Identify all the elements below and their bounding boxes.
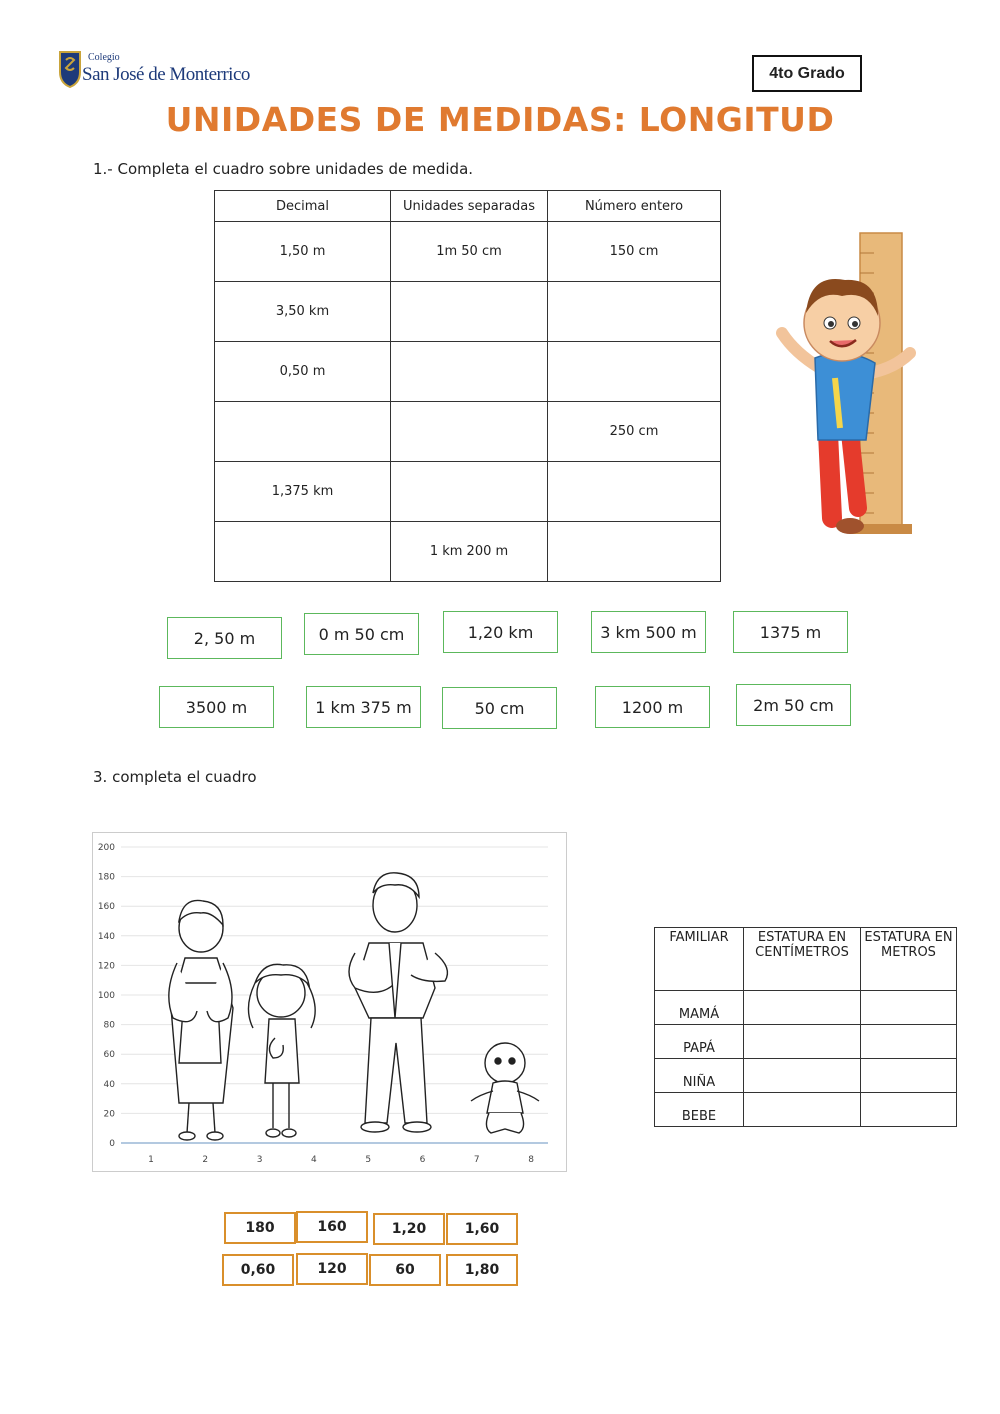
answer-chip[interactable]: 1,80 [446, 1254, 518, 1286]
girl-figure [248, 964, 315, 1137]
y-tick-label: 0 [109, 1139, 115, 1149]
answer-chip[interactable]: 50 cm [442, 687, 557, 729]
row-label: MAMÁ [655, 991, 744, 1025]
col-height-m: ESTATURA EN METROS [861, 928, 957, 991]
table-cell[interactable] [391, 342, 548, 402]
answer-chip[interactable]: 120 [296, 1253, 368, 1285]
y-tick-label: 80 [103, 1020, 115, 1031]
row-label: BEBE [655, 1093, 744, 1127]
units-table [214, 190, 721, 582]
answer-chip[interactable]: 0 m 50 cm [304, 613, 419, 655]
answer-chip[interactable]: 0,60 [222, 1254, 294, 1286]
answer-chip[interactable]: 1,60 [446, 1213, 518, 1245]
boy-measuring-illustration [770, 228, 930, 548]
answer-cell[interactable] [744, 991, 861, 1025]
answer-cell[interactable] [861, 1093, 957, 1127]
table-row [655, 1093, 957, 1127]
table-cell[interactable] [215, 522, 391, 582]
table-row [215, 522, 721, 582]
answer-cell[interactable] [744, 1025, 861, 1059]
family-height-chart [92, 832, 567, 1172]
answer-cell[interactable] [861, 991, 957, 1025]
grade-label: 4to Grado [752, 55, 862, 92]
answer-cell[interactable] [744, 1093, 861, 1127]
family-figures-illustration [93, 833, 566, 1171]
answer-chip[interactable]: 3 km 500 m [591, 611, 706, 653]
table-cell[interactable]: 0,50 m [215, 342, 391, 402]
table-cell[interactable] [391, 282, 548, 342]
table-row [215, 222, 721, 282]
table-cell[interactable]: 1m 50 cm [391, 222, 548, 282]
table-row [215, 402, 721, 462]
answer-cell[interactable] [861, 1059, 957, 1093]
x-tick-label: 5 [365, 1155, 372, 1165]
table-row [215, 282, 721, 342]
col-height-cm: ESTATURA EN CENTÍMETROS [744, 928, 861, 991]
answer-chip[interactable]: 3500 m [159, 686, 274, 728]
answer-chip[interactable]: 60 [369, 1254, 441, 1286]
answer-chip[interactable]: 1200 m [595, 686, 710, 728]
y-tick-label: 200 [97, 843, 115, 853]
answer-chip[interactable]: 1375 m [733, 611, 848, 653]
x-tick-label: 4 [311, 1155, 317, 1165]
table-cell[interactable]: 1,375 km [215, 462, 391, 522]
school-logo [58, 50, 250, 94]
y-tick-label: 140 [97, 931, 115, 942]
table-row [215, 462, 721, 522]
row-label: PAPÁ [655, 1025, 744, 1059]
table-cell[interactable]: 250 cm [548, 402, 721, 462]
table-cell[interactable] [548, 342, 721, 402]
y-tick-label: 120 [97, 961, 115, 972]
y-tick-label: 40 [103, 1079, 115, 1090]
table-cell[interactable]: 1,50 m [215, 222, 391, 282]
answer-chip[interactable]: 180 [224, 1212, 296, 1244]
x-tick-label: 8 [528, 1155, 534, 1165]
baby-figure [471, 1043, 539, 1133]
table-cell[interactable] [391, 402, 548, 462]
page-title: UNIDADES DE MEDIDAS: LONGITUD [165, 100, 835, 139]
x-tick-label: 1 [148, 1155, 154, 1165]
mom-figure [169, 900, 233, 1140]
units-col-decimal: Decimal [215, 191, 391, 222]
x-tick-label: 7 [473, 1155, 480, 1165]
school-crest-icon [58, 50, 82, 88]
section3-instruction: 3. completa el cuadro [93, 768, 257, 786]
table-cell[interactable]: 3,50 km [215, 282, 391, 342]
y-tick-label: 160 [97, 902, 115, 913]
table-row [655, 1059, 957, 1093]
answer-chip[interactable]: 1,20 [373, 1213, 445, 1245]
table-row [655, 991, 957, 1025]
answer-cell[interactable] [861, 1025, 957, 1059]
table-row [655, 1025, 957, 1059]
col-familiar: FAMILIAR [655, 928, 744, 991]
answer-chip[interactable]: 160 [296, 1211, 368, 1243]
x-tick-label: 2 [202, 1155, 209, 1165]
answer-chip[interactable]: 1 km 375 m [306, 686, 421, 728]
school-name: San José de Monterrico [82, 64, 250, 85]
y-tick-label: 20 [103, 1109, 115, 1120]
answer-cell[interactable] [744, 1059, 861, 1093]
x-tick-label: 3 [256, 1155, 263, 1165]
y-tick-label: 60 [103, 1050, 115, 1061]
table-row [215, 342, 721, 402]
table-cell[interactable]: 1 km 200 m [391, 522, 548, 582]
y-tick-label: 180 [97, 872, 115, 883]
row-label: NIÑA [655, 1059, 744, 1093]
units-col-separated: Unidades separadas [391, 191, 548, 222]
answer-chip[interactable]: 1,20 km [443, 611, 558, 653]
section1-instruction: 1.- Completa el cuadro sobre unidades de medida. [93, 160, 474, 178]
y-tick-label: 100 [97, 991, 115, 1001]
table-cell[interactable] [215, 402, 391, 462]
dad-figure [349, 873, 447, 1132]
x-tick-label: 6 [419, 1155, 426, 1165]
answer-chip[interactable]: 2, 50 m [167, 617, 282, 659]
table-cell[interactable]: 150 cm [548, 222, 721, 282]
school-label: Colegio [88, 52, 120, 63]
family-height-table [654, 927, 957, 1127]
table-cell[interactable] [548, 282, 721, 342]
answer-chip[interactable]: 2m 50 cm [736, 684, 851, 726]
table-cell[interactable] [548, 462, 721, 522]
table-cell[interactable] [548, 522, 721, 582]
table-cell[interactable] [391, 462, 548, 522]
units-col-whole: Número entero [548, 191, 721, 222]
